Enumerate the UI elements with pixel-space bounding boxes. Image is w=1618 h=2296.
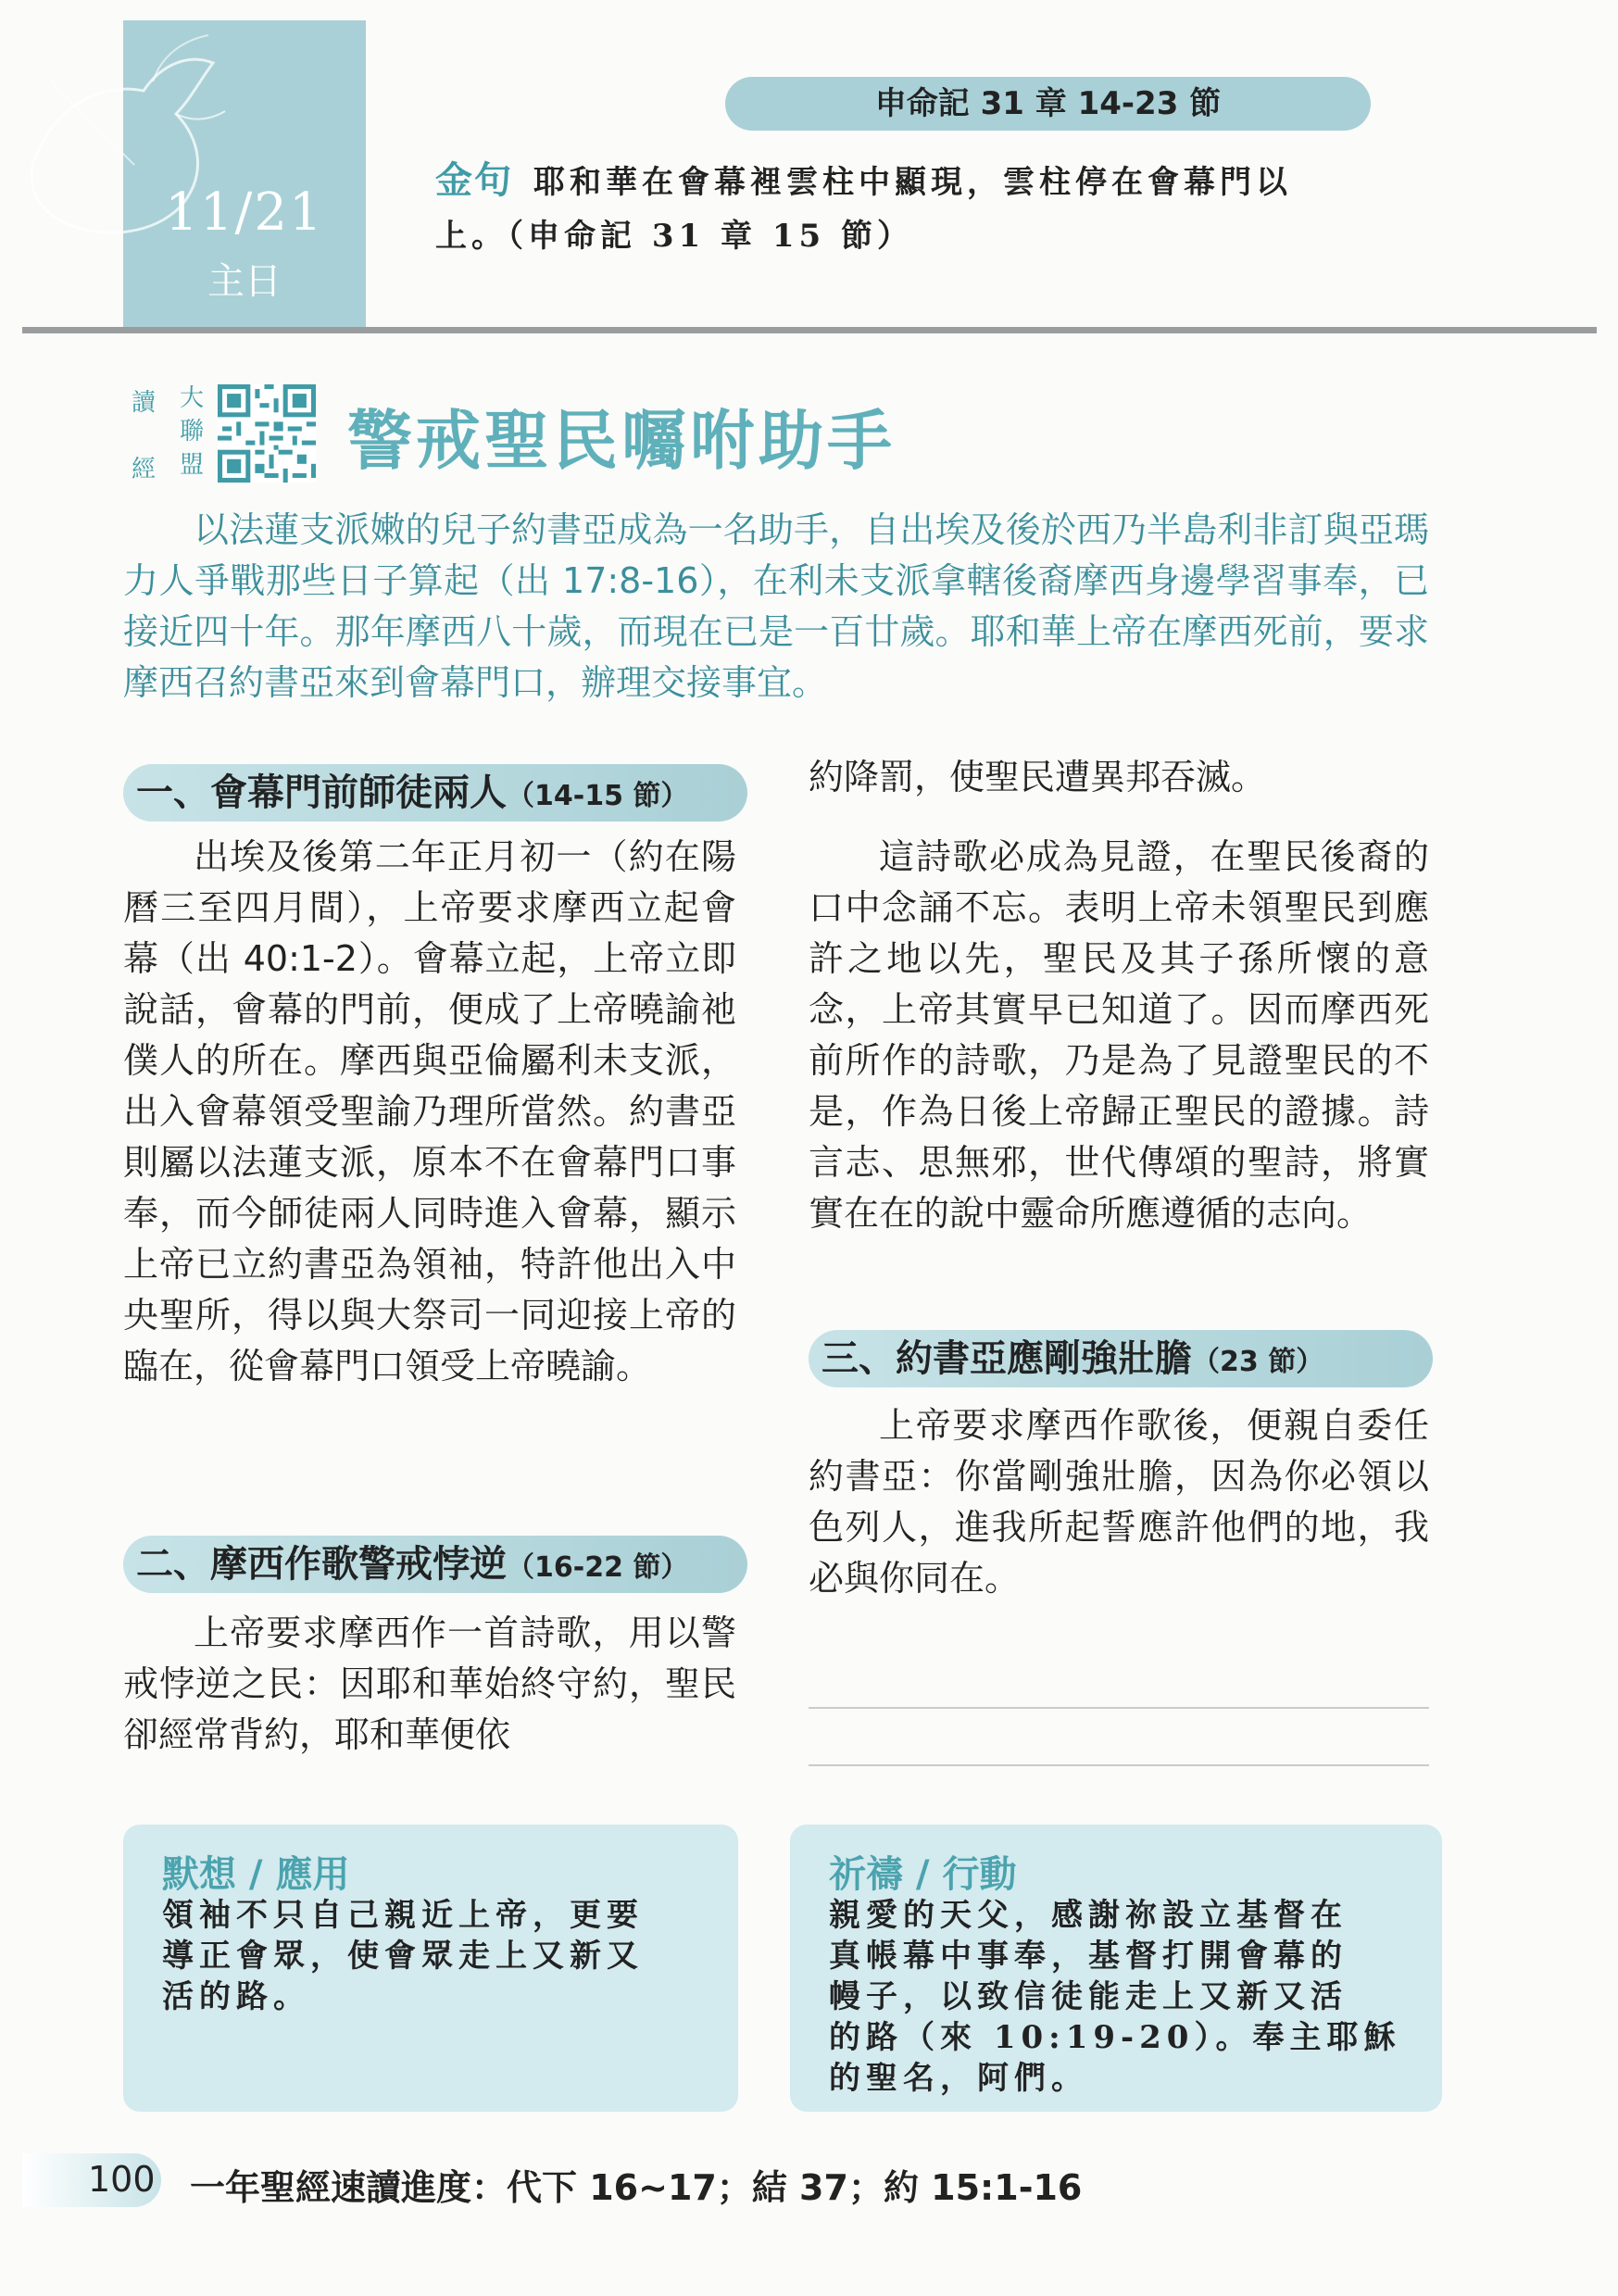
prayer-line: 的聖名，阿們。 [829,2060,1088,2097]
scripture-reference: 申命記 31 章 14-23 節 [725,77,1371,131]
prayer-line: 真帳幕中事奉，基督打開會幕的 [829,1938,1348,1975]
section-1-text: 出埃及後第二年正月初一（約在陽曆三至四月間），上帝要求摩西立起會幕（出 40:1-2）。會幕立起，上帝立即說話，會幕的門前，便成了上帝曉諭祂僕人的所在。摩西與亞倫屬利未支派，出入會幕領受聖諭乃理所當然。約書亞則屬以法蓮支派，原本不在會幕門口事奉，而今師徒兩人同時進入會幕，顯示上帝已立約書亞為領袖，特許他出入中央聖所，得以與大祭司一同迎接上帝的臨在，從會幕門口領受上帝曉諭。 [123,836,736,1386]
prayer-line: 親愛的天父，感謝祢設立基督在 [829,1897,1348,1934]
golden-verse-label: 金句 [435,159,513,202]
meditation-line: 活的路。 [162,1978,310,2015]
golden-verse [435,154,1436,263]
prayer-title: 祈禱 / 行動 [829,1853,1017,1896]
section-2-continued-text: 約降罰，使聖民遭異邦吞滅。 [809,757,1267,797]
section-heading-3 [809,1330,1433,1387]
meditation-box [123,1825,738,2112]
page-title: 警戒聖民囑咐助手 [347,402,896,479]
prayer-text [829,1895,1400,2099]
section-2-body-2 [809,832,1429,1239]
qr-code-icon[interactable] [218,384,316,483]
intro-paragraph: 以法蓮支派嫩的兒子約書亞成為一名助手，自出埃及後於西乃半島利非訂與亞瑪力人爭戰那些日子算起（出 17:8-16），在利未支派拿轄後裔摩西身邊學習事奉，已接近四十年。那年摩西八十歲，而現在已是一百廿歲。耶和華上帝在摩西死前，要求摩西召約書亞來到會幕門口，辦理交接事宜。 [123,509,1429,703]
section-2-body [123,1608,736,1761]
section-2-continued [809,752,1429,803]
golden-verse-line2: 上。（申命記 31 章 15 節） [435,218,913,255]
page-number: 100 [88,2159,156,2200]
reading-league-char: 大 [179,384,204,412]
meditation-line: 領袖不只自己親近上帝，更要 [162,1897,644,1934]
reading-league-char: 讀 [131,389,156,417]
weekday: 主日 [207,260,282,303]
header-divider [22,327,1597,333]
prayer-box [790,1825,1442,2112]
reading-progress: 一年聖經速讀進度：代下 16~17；結 37；約 15:1-16 [190,2167,1083,2208]
section-heading-text: 三、約書亞應剛強壯膽 [822,1337,1192,1380]
section-1-body [123,832,736,1392]
section-heading-text: 一、會幕門前師徒兩人 [136,772,507,814]
section-heading-1 [123,764,747,822]
reading-league-char: 聯 [179,418,204,445]
prayer-line: 幔子，以致信徒能走上又新又活 [829,1978,1348,2015]
reading-league-col2 [178,382,206,482]
section-2-text: 上帝要求摩西作一首詩歌，用以警戒悖逆之民：因耶和華始終守約，聖民卻經常背約，耶和華便依 [123,1612,736,1755]
meditation-text [162,1895,644,2017]
section-2-text-2: 這詩歌必成為見證，在聖民後裔的口中念誦不忘。表明上帝未領聖民到應許之地以先，聖民及其子孫所懷的意念，上帝其實早已知道了。因而摩西死前所作的詩歌，乃是為了見證聖民的不是，作為日後上帝歸正聖民的證據。詩言志、思無邪，世代傳頌的聖詩，將實實在在的說中靈命所應遵循的志向。 [809,836,1429,1234]
date-block [123,20,366,330]
section-3-body [809,1400,1429,1604]
golden-verse-line1: 耶和華在會幕裡雲柱中顯現，雲柱停在會幕門以 [533,164,1292,201]
prayer-line: 的路（來 10:19-20）。奉主耶穌 [829,2019,1401,2056]
reading-league-char: 經 [131,456,156,483]
reading-league-col1 [130,384,157,486]
meditation-line: 導正會眾，使會眾走上又新又 [162,1938,644,1975]
section-verses: （23 節） [1192,1346,1324,1378]
note-line [809,1764,1429,1766]
reading-league-char: 盟 [179,451,204,479]
meditation-title: 默想 / 應用 [162,1853,350,1896]
section-heading-2 [123,1536,747,1593]
section-3-text: 上帝要求摩西作歌後，便親自委任約書亞：你當剛強壯膽，因為你必領以色列人，進我所起誓應許他們的地，我必與你同在。 [809,1405,1429,1599]
section-verses: （14-15 節） [507,780,689,812]
section-verses: （16-22 節） [507,1551,689,1584]
date: 11/21 [165,182,324,243]
section-heading-text: 二、摩西作歌警戒悖逆 [136,1543,507,1586]
note-line [809,1707,1429,1709]
